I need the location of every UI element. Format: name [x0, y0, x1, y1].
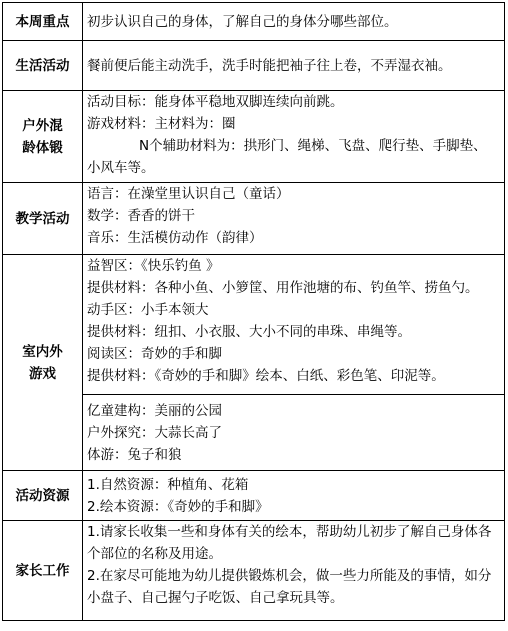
game-sport: 体游：兔子和狼 — [87, 446, 182, 463]
life-activity-label: 生活活动 — [3, 41, 83, 91]
outdoor-aux-material-cont: 小风车等。 — [87, 160, 155, 176]
outdoor-material: 游戏材料：主材料为：圈 — [87, 116, 236, 132]
resource-picture-book: 2.绘本资源：《奇妙的手和脚》 — [87, 498, 269, 515]
row-weekly-focus — [3, 3, 505, 41]
row-teaching-activity — [3, 183, 505, 255]
activity-resources-label: 活动资源 — [3, 471, 83, 521]
outdoor-exercise-label-line1: 户外混 — [22, 117, 63, 134]
indoor-outdoor-games-label — [3, 255, 83, 471]
zone-puzzle-material: 提供材料：各种小鱼、小箩筐、用作池塘的布、钓鱼竿、捞鱼勺。 — [87, 280, 479, 296]
row-life-activity — [3, 41, 505, 91]
teaching-math: 数学：香香的饼干 — [87, 208, 195, 224]
weekly-focus-text: 初步认识自己的身体，了解自己的身体分哪些部位。 — [87, 13, 398, 30]
indoor-outdoor-games-label-line2: 游戏 — [29, 365, 56, 382]
zone-handwork: 动手区：小手本领大 — [87, 302, 209, 318]
parent-work-label: 家长工作 — [3, 521, 83, 621]
row-parent-work — [3, 521, 505, 621]
row-activity-resources — [3, 471, 505, 521]
game-exploration: 户外探究：大蒜长高了 — [87, 424, 222, 441]
indoor-outdoor-games-label-line1: 室内外 — [22, 343, 63, 360]
zone-reading: 阅读区：奇妙的手和脚 — [87, 346, 222, 362]
outdoor-aux-material: N个辅助材料为：拱形门、绳梯、飞盘、爬行垫、手脚垫、 — [139, 138, 487, 154]
outdoor-exercise-label — [3, 91, 83, 183]
resource-nature: 1.自然资源：种植角、花箱 — [87, 476, 249, 493]
life-activity-text: 餐前便后能主动洗手，洗手时能把袖子往上卷，不弄湿衣袖。 — [87, 57, 452, 74]
outdoor-exercise-label-line2: 龄体锻 — [22, 139, 63, 156]
teaching-language: 语言：在澡堂里认识自己（童话） — [87, 186, 290, 202]
weekly-focus-label: 本周重点 — [3, 3, 83, 41]
row-outdoor-exercise — [3, 91, 505, 183]
weekly-plan-table — [2, 2, 505, 621]
zone-reading-material: 提供材料：《奇妙的手和脚》绘本、白纸、彩色笔、印泥等。 — [87, 368, 445, 384]
teaching-music: 音乐：生活模仿动作（韵律） — [87, 230, 263, 246]
outdoor-goal: 活动目标：能身体平稳地双脚连续向前跳。 — [87, 94, 344, 110]
game-construction: 亿童建构：美丽的公园 — [87, 402, 222, 419]
parent-work-item1: 1.请家长收集一些和身体有关的绘本，帮助幼儿初步了解自己身体各个部位的名称及用途。 — [87, 524, 492, 562]
zone-handwork-material: 提供材料：纽扣、小衣服、大小不同的串珠、串绳等。 — [87, 324, 411, 340]
zone-puzzle: 益智区：《快乐钓鱼 》 — [87, 258, 220, 274]
teaching-activity-label: 教学活动 — [3, 183, 83, 255]
row-indoor-outdoor-games — [3, 255, 505, 395]
parent-work-item2: 2.在家尽可能地为幼儿提供锻炼机会，做一些力所能及的事情，如分小盘子、自己握勺子吃饭、自己拿玩具等。 — [87, 568, 492, 606]
